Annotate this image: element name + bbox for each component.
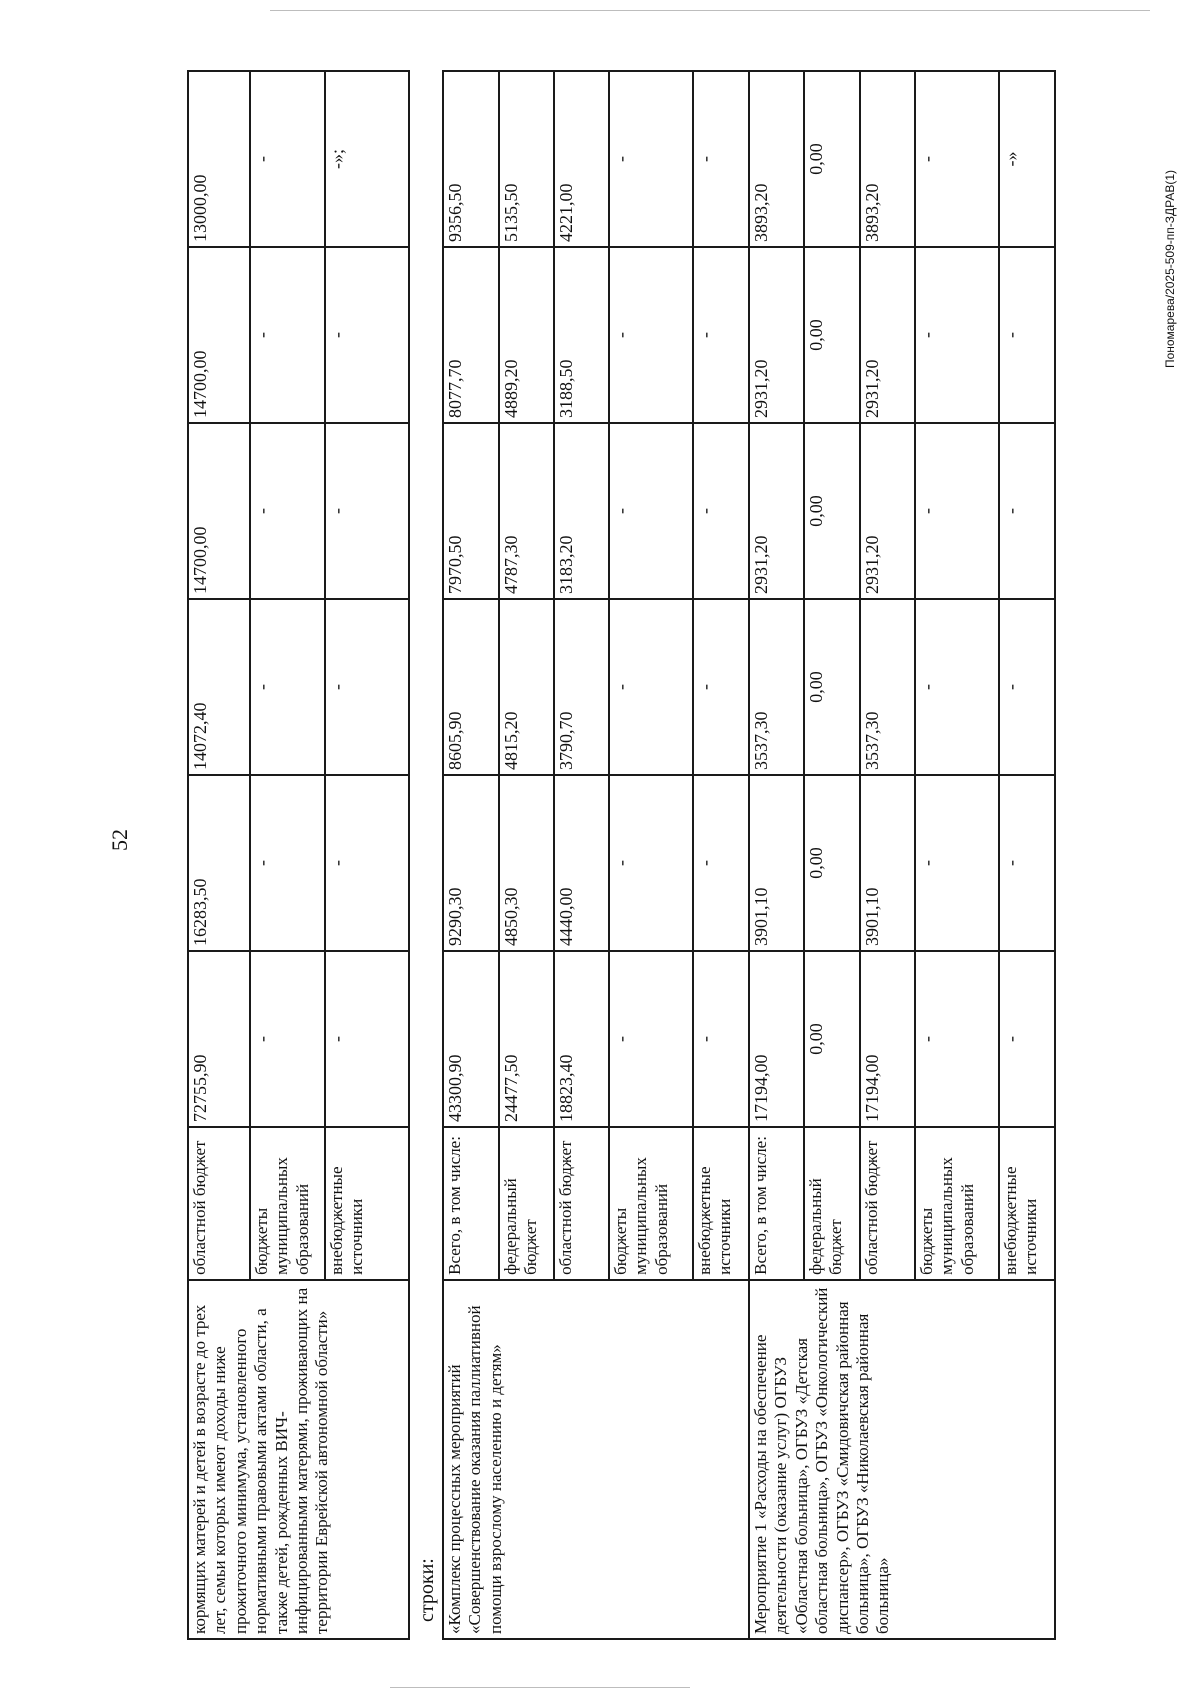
b1-3-v4: - [609, 247, 693, 423]
top-2-v0: - [325, 951, 409, 1127]
b1-2-v0: 18823,40 [554, 951, 609, 1127]
b2-3-v2: - [915, 599, 999, 775]
b1-1-v3: 4787,30 [499, 423, 554, 599]
b2-2-v2: 3537,30 [860, 599, 915, 775]
b1-3-v0: - [609, 951, 693, 1127]
block2-source-2: областной бюджет [860, 1127, 915, 1280]
b1-1-v1: 4850,30 [499, 775, 554, 951]
section-caption: строки: [416, 1558, 438, 1622]
b1-0-v1: 9290,30 [443, 775, 499, 951]
b1-3-v2: - [609, 599, 693, 775]
b1-0-v3: 7970,50 [443, 423, 499, 599]
b2-4-v4: - [999, 247, 1055, 423]
top-source-0: областной бюджет [188, 1127, 250, 1280]
b2-3-v1: - [915, 775, 999, 951]
top-0-v2: 14072,40 [188, 599, 250, 775]
b2-0-v0: 17194,00 [749, 951, 804, 1127]
top-1-v0: - [250, 951, 325, 1127]
b1-0-v4: 8077,70 [443, 247, 499, 423]
footer-code-text: Пономарева/2025-509-пп-ЗДРАВ(1) [1163, 169, 1177, 369]
block1-source-4: внебюджетные источники [693, 1127, 749, 1280]
b2-4-v0: - [999, 951, 1055, 1127]
b2-1-v3: 0,00 [804, 423, 860, 599]
b1-1-v5: 5135,50 [499, 71, 554, 247]
b1-2-v4: 3188,50 [554, 247, 609, 423]
table-row [188, 71, 250, 1639]
main-table [442, 70, 1056, 1640]
top-description: кормящих матерей и детей в возрасте до трех лет, семьи которых имеют доходы ниже прожиточного минимума, установленного нормативными правовыми актами области, а также детей, рожденных ВИЧ-инфицированными матерями, проживающих на территории Еврейской автономной области» [188, 1280, 409, 1639]
top-2-v2: - [325, 599, 409, 775]
block1-source-0: Всего, в том числе: [443, 1127, 499, 1280]
b2-1-v4: 0,00 [804, 247, 860, 423]
b1-0-v2: 8605,90 [443, 599, 499, 775]
block1-source-3: бюджеты муниципальных образований [609, 1127, 693, 1280]
b2-3-v4: - [915, 247, 999, 423]
block1-source-1: федеральный бюджет [499, 1127, 554, 1280]
top-source-2: внебюджетные источники [325, 1127, 409, 1280]
b2-4-v1: - [999, 775, 1055, 951]
b2-2-v1: 3901,10 [860, 775, 915, 951]
b1-4-v2: - [693, 599, 749, 775]
block1-source-2: областной бюджет [554, 1127, 609, 1280]
b1-1-v0: 24477,50 [499, 951, 554, 1127]
block2-source-0: Всего, в том числе: [749, 1127, 804, 1280]
b1-2-v1: 4440,00 [554, 775, 609, 951]
b2-2-v5: 3893,20 [860, 71, 915, 247]
b1-1-v2: 4815,20 [499, 599, 554, 775]
top-0-v0: 72755,90 [188, 951, 250, 1127]
b2-4-v3: - [999, 423, 1055, 599]
table-row [749, 71, 804, 1639]
block2-description: Мероприятие 1 «Расходы на обеспечение деятельности (оказание услуг) ОГБУЗ «Областная больница», ОГБУЗ «Детская областная больница», ОГБУЗ «Онкологический диспансер», ОГБУЗ «Смидовичская районная больница», ОГБУЗ «Николаевская районная больница» [749, 1280, 1055, 1639]
top-1-v3: - [250, 423, 325, 599]
rotated-table-area [180, 40, 1180, 1640]
top-1-v4: - [250, 247, 325, 423]
b2-0-v2: 3537,30 [749, 599, 804, 775]
table-row [443, 71, 499, 1639]
b1-2-v3: 3183,20 [554, 423, 609, 599]
b1-0-v0: 43300,90 [443, 951, 499, 1127]
b1-3-v3: - [609, 423, 693, 599]
block1-description: «Комплекс процессных мероприятий «Совершенствование оказания паллиативной помощи взрослому населению и детям» [443, 1280, 749, 1639]
b1-4-v0: - [693, 951, 749, 1127]
top-2-v5: -»; [325, 71, 409, 247]
top-1-v5: - [250, 71, 325, 247]
scan-artifact-top [270, 10, 1150, 11]
top-1-v2: - [250, 599, 325, 775]
b2-4-v5: -» [999, 71, 1055, 247]
b2-0-v5: 3893,20 [749, 71, 804, 247]
b1-4-v5: - [693, 71, 749, 247]
b2-2-v4: 2931,20 [860, 247, 915, 423]
b1-4-v1: - [693, 775, 749, 951]
top-2-v4: - [325, 247, 409, 423]
b2-3-v5: - [915, 71, 999, 247]
b1-2-v2: 3790,70 [554, 599, 609, 775]
b2-1-v2: 0,00 [804, 599, 860, 775]
b2-4-v2: - [999, 599, 1055, 775]
b2-2-v0: 17194,00 [860, 951, 915, 1127]
top-source-1: бюджеты муниципальных образований [250, 1127, 325, 1280]
b1-4-v4: - [693, 247, 749, 423]
b2-0-v1: 3901,10 [749, 775, 804, 951]
top-2-v1: - [325, 775, 409, 951]
b2-3-v3: - [915, 423, 999, 599]
top-0-v5: 13000,00 [188, 71, 250, 247]
b2-1-v5: 0,00 [804, 71, 860, 247]
b1-2-v5: 4221,00 [554, 71, 609, 247]
b2-0-v4: 2931,20 [749, 247, 804, 423]
b1-0-v5: 9356,50 [443, 71, 499, 247]
b2-2-v3: 2931,20 [860, 423, 915, 599]
top-1-v1: - [250, 775, 325, 951]
block2-source-4: внебюджетные источники [999, 1127, 1055, 1280]
scan-artifact-bottom [390, 1687, 690, 1688]
b1-3-v1: - [609, 775, 693, 951]
top-2-v3: - [325, 423, 409, 599]
top-table [187, 70, 410, 1640]
b2-1-v0: 0,00 [804, 951, 860, 1127]
top-0-v3: 14700,00 [188, 423, 250, 599]
b1-4-v3: - [693, 423, 749, 599]
top-0-v4: 14700,00 [188, 247, 250, 423]
b1-3-v5: - [609, 71, 693, 247]
b2-1-v1: 0,00 [804, 775, 860, 951]
block2-source-3: бюджеты муниципальных образований [915, 1127, 999, 1280]
b2-0-v3: 2931,20 [749, 423, 804, 599]
page-number: 52 [107, 829, 132, 851]
b1-1-v4: 4889,20 [499, 247, 554, 423]
top-0-v1: 16283,50 [188, 775, 250, 951]
block2-source-1: федеральный бюджет [804, 1127, 860, 1280]
b2-3-v0: - [915, 951, 999, 1127]
